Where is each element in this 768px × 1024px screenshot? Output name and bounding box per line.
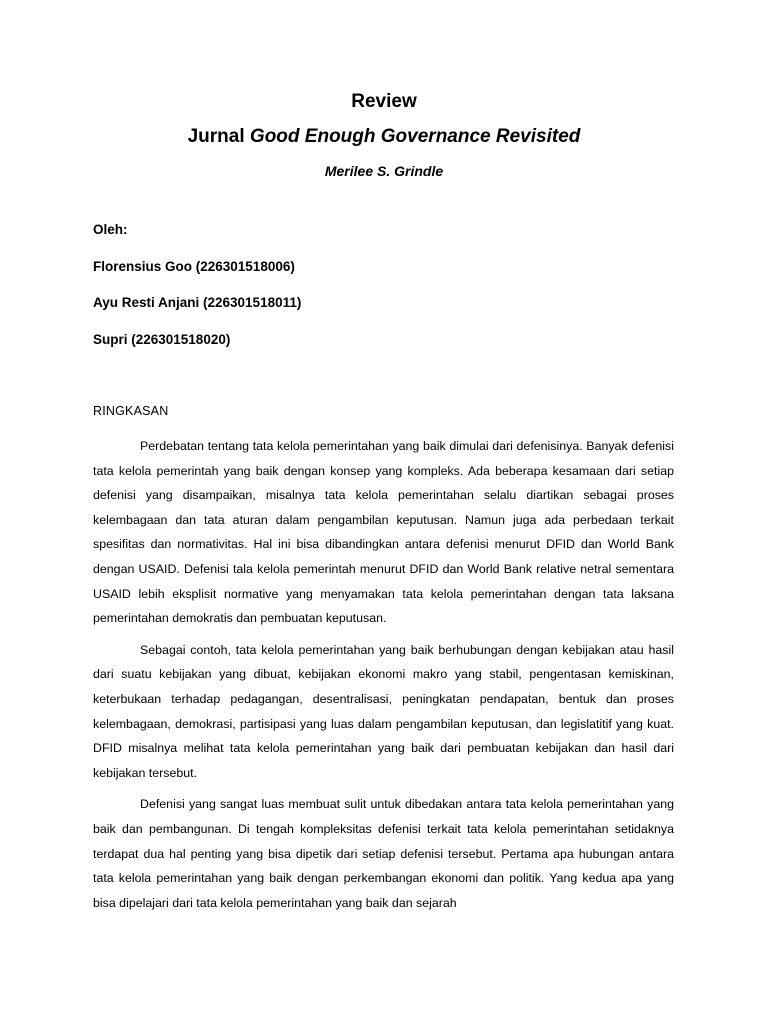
by-label: Oleh: (93, 222, 128, 237)
member-line: Supri (226301518020) (93, 332, 231, 347)
document-subtitle (0, 125, 768, 149)
document-title: Review (351, 91, 417, 112)
member-line: Florensius Goo (226301518006) (93, 259, 295, 274)
section-heading: RINGKASAN (93, 404, 169, 418)
body-text (93, 434, 674, 922)
member-line: Ayu Resti Anjani (226301518011) (93, 295, 302, 310)
subtitle-journal-name: Good Enough Governance Revisited (249, 126, 581, 147)
author-name: Merilee S. Grindle (324, 163, 444, 179)
paragraph: Defenisi yang sangat luas membuat sulit untuk dibedakan antara tata kelola pemerintahan yang baik dan pembangunan. Di tengah kompleksitas defenisi terkait tata kelola pemerintahan setidaknya terdapat dua hal penting yang bisa dipetik dari setiap defenisi tersebut. Pertama apa hubungan antara tata kelola pemerintahan yang baik dengan perkembangan ekonomi dan politik. Yang kedua apa yang bisa dipelajari dari tata kelola pemerintahan yang baik dan sejarah (93, 797, 674, 910)
paragraph: Sebagai contoh, tata kelola pemerintahan yang baik berhubungan dengan kebijakan atau hasil dari suatu kebijakan yang dibuat, kebijakan ekonomi makro yang stabil, pengentasan kemiskinan, keterbukaan terhadap pedagangan, desentralisasi, peningkatan pendapatan, bentuk dan proses kelembagaan, demokrasi, partisipasi yang luas dalam pengambilan keputusan, dan legislatitif yang kuat. DFID misalnya melihat tata kelola pemerintahan yang baik dari pembuatan kebijakan dan hasil dari kebijakan tersebut. (93, 642, 674, 780)
paragraph: Perdebatan tentang tata kelola pemerintahan yang baik dimulai dari defenisinya. Banyak defenisi tata kelola pemerintah yang baik dengan konsep yang kompleks. Ada beberapa kesamaan dari setiap defenisi yang disampaikan, misalnya tata kelola pemerintahan selalu diartikan sebagai proses kelembagaan dan tata aturan dalam pengambilan keputusan. Namun juga ada perbedaan terkait spesifitas dan normativitas. Hal ini bisa dibandingkan antara defenisi menurut DFID dan World Bank dengan USAID. Defenisi tala kelola pemerintah menurut DFID dan World Bank relative netral sementara USAID lebih eksplisit normative yang menyamakan tata kelola pemerintahan dengan tata laksana pemerintahan demokratis dan pembuatan keputusan. (93, 439, 674, 626)
subtitle-prefix: Jurnal (187, 126, 250, 147)
